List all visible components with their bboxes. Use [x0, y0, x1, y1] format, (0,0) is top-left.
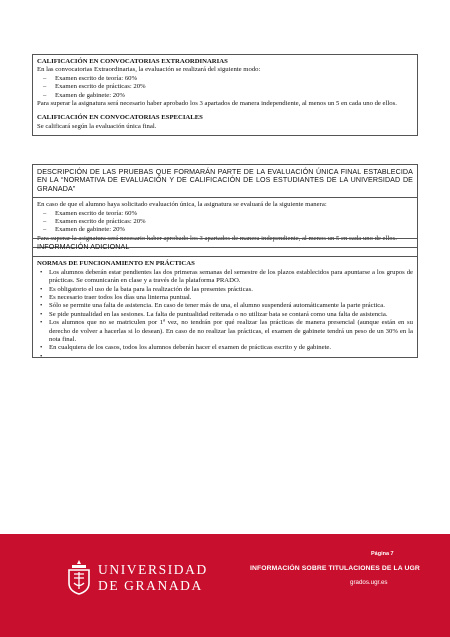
page-footer	[0, 534, 450, 637]
section-heading-especiales: CALIFICACIÓN EN CONVOCATORIAS ESPECIALES	[37, 114, 203, 122]
single-evaluation-header: DESCRIPCIÓN DE LAS PRUEBAS QUE FORMARÁN PARTE DE LA EVALUACIÓN ÚNICA FINAL ESTABLECIDA EN LA “NORMATIVA DE EVALUACIÓN Y DE CALIFICACIÓN DE LOS ESTUDIANTES DE LA UNIVERSIDAD DE GRANADA”	[37, 168, 413, 193]
grados-url: grados.ugr.es	[350, 579, 388, 586]
list-item: • Los alumnos deberán estar pendientes las dos primeras semanas del semestre de los plazos establecidos para apuntarse a los grupos de prácticas. Se comunicarán en clase y a través de la plataforma PRADO.	[37, 269, 413, 286]
section-heading-normas: NORMAS DE FUNCIONAMIENTO EN PRÁCTICAS	[37, 260, 195, 268]
university-crest-icon	[66, 559, 92, 595]
paragraph: En las convocatorias Extraordinarias, la evaluación se realizará del siguiente modo:	[37, 66, 261, 74]
additional-info-body	[33, 256, 417, 356]
info-title: INFORMACIÓN SOBRE TITULACIONES DE LA UGR	[250, 565, 420, 572]
paragraph: Para superar la asignatura será necesario haber aprobado los 3 apartados de manera independiente, al menos un 5 en cada uno de ellos.	[37, 100, 397, 108]
list-item: • Es necesario traer todos los días una linterna puntual.	[37, 294, 413, 302]
list-item: • Se pide puntualidad en las sesiones. La falta de puntualidad reiterada o no utilizar bata se contará como una falta de asistencia.	[37, 311, 413, 319]
list-item: – Examen escrito de teoría: 60%	[37, 75, 413, 83]
list-item: – Examen escrito de prácticas: 20%	[37, 218, 413, 226]
paragraph: Para superar la asignatura será necesario haber aprobado los 3 apartados de manera independiente, al menos un 5 en cada uno de ellos.	[37, 234, 397, 242]
university-name-line2: DE GRANADA	[98, 578, 203, 593]
extraordinary-calls-cell	[33, 55, 417, 135]
additional-info-header: INFORMACIÓN ADICIONAL	[37, 243, 130, 251]
list-item: • En cualquiera de los casos, todos los alumnos deberán hacer el examen de prácticas escrito y de gabinete.	[37, 344, 413, 352]
list-item: – Examen escrito de teoría: 60%	[37, 210, 413, 218]
section-heading-extraordinarias: CALIFICACIÓN EN CONVOCATORIAS EXTRAORDINARIAS	[37, 58, 228, 65]
list-item: – Examen de gabinete: 20%	[37, 92, 413, 100]
university-name-line1: UNIVERSIDAD	[98, 562, 208, 577]
rules-list	[37, 269, 413, 353]
list-item: – Examen escrito de prácticas: 20%	[37, 83, 413, 91]
paragraph: Se calificará según la evaluación única final.	[37, 122, 157, 130]
single-evaluation-table	[32, 164, 418, 248]
paragraph: En caso de que el alumno haya solicitado evaluación única, la asignatura se evaluará de la siguiente manera:	[37, 201, 327, 209]
list-item: • Los alumnos que no se matriculen por 1ª vez, no tendrán por qué realizar las prácticas de manera presencial (aunque están en su derecho de volver a hacerlas si lo desean). En caso de no realizar las prácticas, el examen de gabinete tendrá un peso de un 30% en la nota final.	[37, 319, 413, 344]
extraordinary-calls-table	[32, 54, 418, 136]
page-number: Página 7	[371, 551, 394, 557]
list-item: • Es obligatorio el uso de la bata para la realización de las presentes prácticas.	[37, 286, 413, 294]
list-item: • Sólo se permite una falta de asistencia. En caso de tener más de una, el alumno suspenderá automáticamente la parte práctica.	[37, 302, 413, 310]
list-item: – Examen de gabinete: 20%	[37, 226, 413, 234]
additional-info-table	[32, 238, 418, 358]
